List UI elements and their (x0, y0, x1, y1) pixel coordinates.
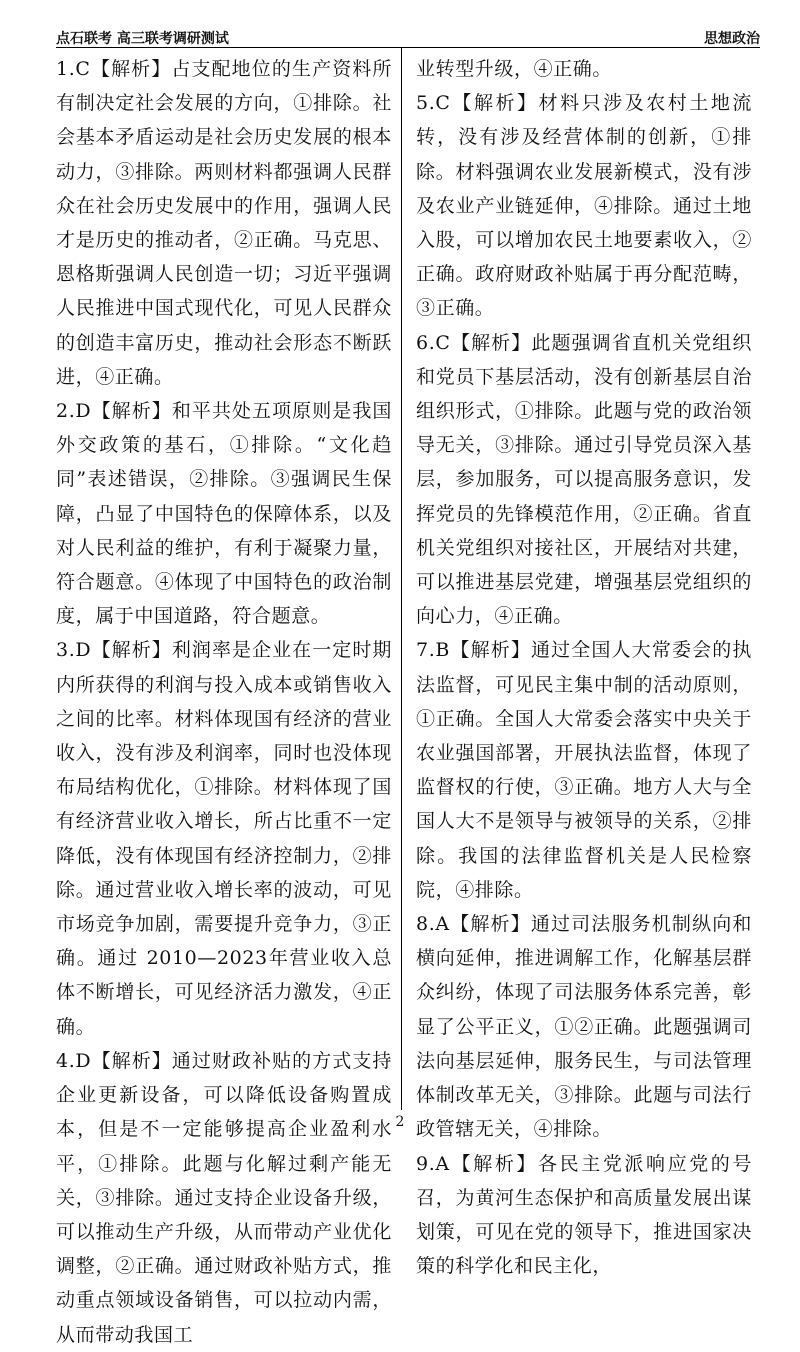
subject-label: 思想政治 (704, 31, 760, 47)
answer-5: 5.C【解析】材料只涉及农村土地流转，没有涉及经营体制的创新，①排除。材料强调农业发展新模式，没有涉及农业产业链延伸，④排除。通过土地入股，可以增加农民土地要素收入，②正确。政府财政补贴属于再分配范畴，③正确。 (416, 92, 752, 320)
answer-4: 4.D【解析】通过财政补贴的方式支持企业更新设备，可以降低设备购置成本，但是不一定能够提高企业盈利水平，①排除。此题与化解过剩产能无关，③排除。通过支持企业设备升级，可以推动生产升级，从而带动产业优化调整，②正确。通过财政补贴方式，推动重点领域设备销售，可以拉动内需，从而带动我国工 (56, 1049, 392, 1346)
answer-1: 1.C【解析】占支配地位的生产资料所有制决定社会发展的方向，①排除。社会基本矛盾运动是社会历史发展的根本动力，③排除。两则材料都强调人民群众在社会历史发展中的作用，强调人民才是历史的推动者，②正确。马克思、恩格斯强调人民创造一切；习近平强调人民推进中国式现代化，可见人民群众的创造丰富历史，推动社会形态不断跃进，④正确。 (56, 58, 392, 388)
answer-9: 9.A【解析】各民主党派响应党的号召，为黄河生态保护和高质量发展出谋划策，可见在党的领导下，推进国家决策的科学化和民主化， (416, 1152, 752, 1278)
answer-8: 8.A【解析】通过司法服务机制纵向和横向延伸，推进调解工作，化解基层群众纠纷，体现了司法服务体系完善，彰显了公平正义，①②正确。此题强调司法向基层延伸，服务民生，与司法管理体制改革无关，③排除。此题与司法行政管辖无关，④排除。 (416, 913, 752, 1141)
left-column (56, 52, 392, 1352)
exam-title: 点石联考 高三联考调研测试 (56, 31, 229, 47)
answer-2: 2.D【解析】和平共处五项原则是我国外交政策的基石，①排除。“文化趋同”表述错误，②排除。③强调民生保障，凸显了中国特色的保障体系，以及对人民利益的维护，有利于凝聚力量，符合题意。④体现了中国特色的政治制度，属于中国道路，符合题意。 (56, 400, 392, 628)
header-rule (56, 47, 760, 48)
page-number: 2 (395, 1114, 405, 1130)
right-column (416, 52, 752, 1283)
answer-4-continued: 业转型升级，④正确。 (416, 58, 613, 80)
column-divider (401, 48, 402, 1110)
answer-3: 3.D【解析】利润率是企业在一定时期内所获得的利润与投入成本或销售收入之间的比率。材料体现国有经济的营业收入，没有涉及利润率，同时也没体现布局结构优化，①排除。材料体现了国有经济营业收入增长，所占比重不一定降低，没有体现国有经济控制力，②排除。通过营业收入增长率的波动，可见市场竞争加剧，需要提升竞争力，③正确。通过 2010—2023年营业收入总体不断增长，可见经济活力激发，④正确。 (56, 639, 392, 1038)
page-header (56, 24, 760, 46)
answer-6: 6.C【解析】此题强调省直机关党组织和党员下基层活动，没有创新基层自治组织形式，①排除。此题与党的政治领导无关，③排除。通过引导党员深入基层，参加服务，可以提高服务意识，发挥党员的先锋模范作用，②正确。省直机关党组织对接社区，开展结对共建，可以推进基层党建，增强基层党组织的向心力，④正确。 (416, 331, 752, 628)
answer-7: 7.B【解析】通过全国人大常委会的执法监督，可见民主集中制的活动原则，①正确。全国人大常委会落实中央关于农业强国部署，开展执法监督，体现了监督权的行使，③正确。地方人大与全国人大不是领导与被领导的关系，②排除。我国的法律监督机关是人民检察院，④排除。 (416, 639, 752, 901)
